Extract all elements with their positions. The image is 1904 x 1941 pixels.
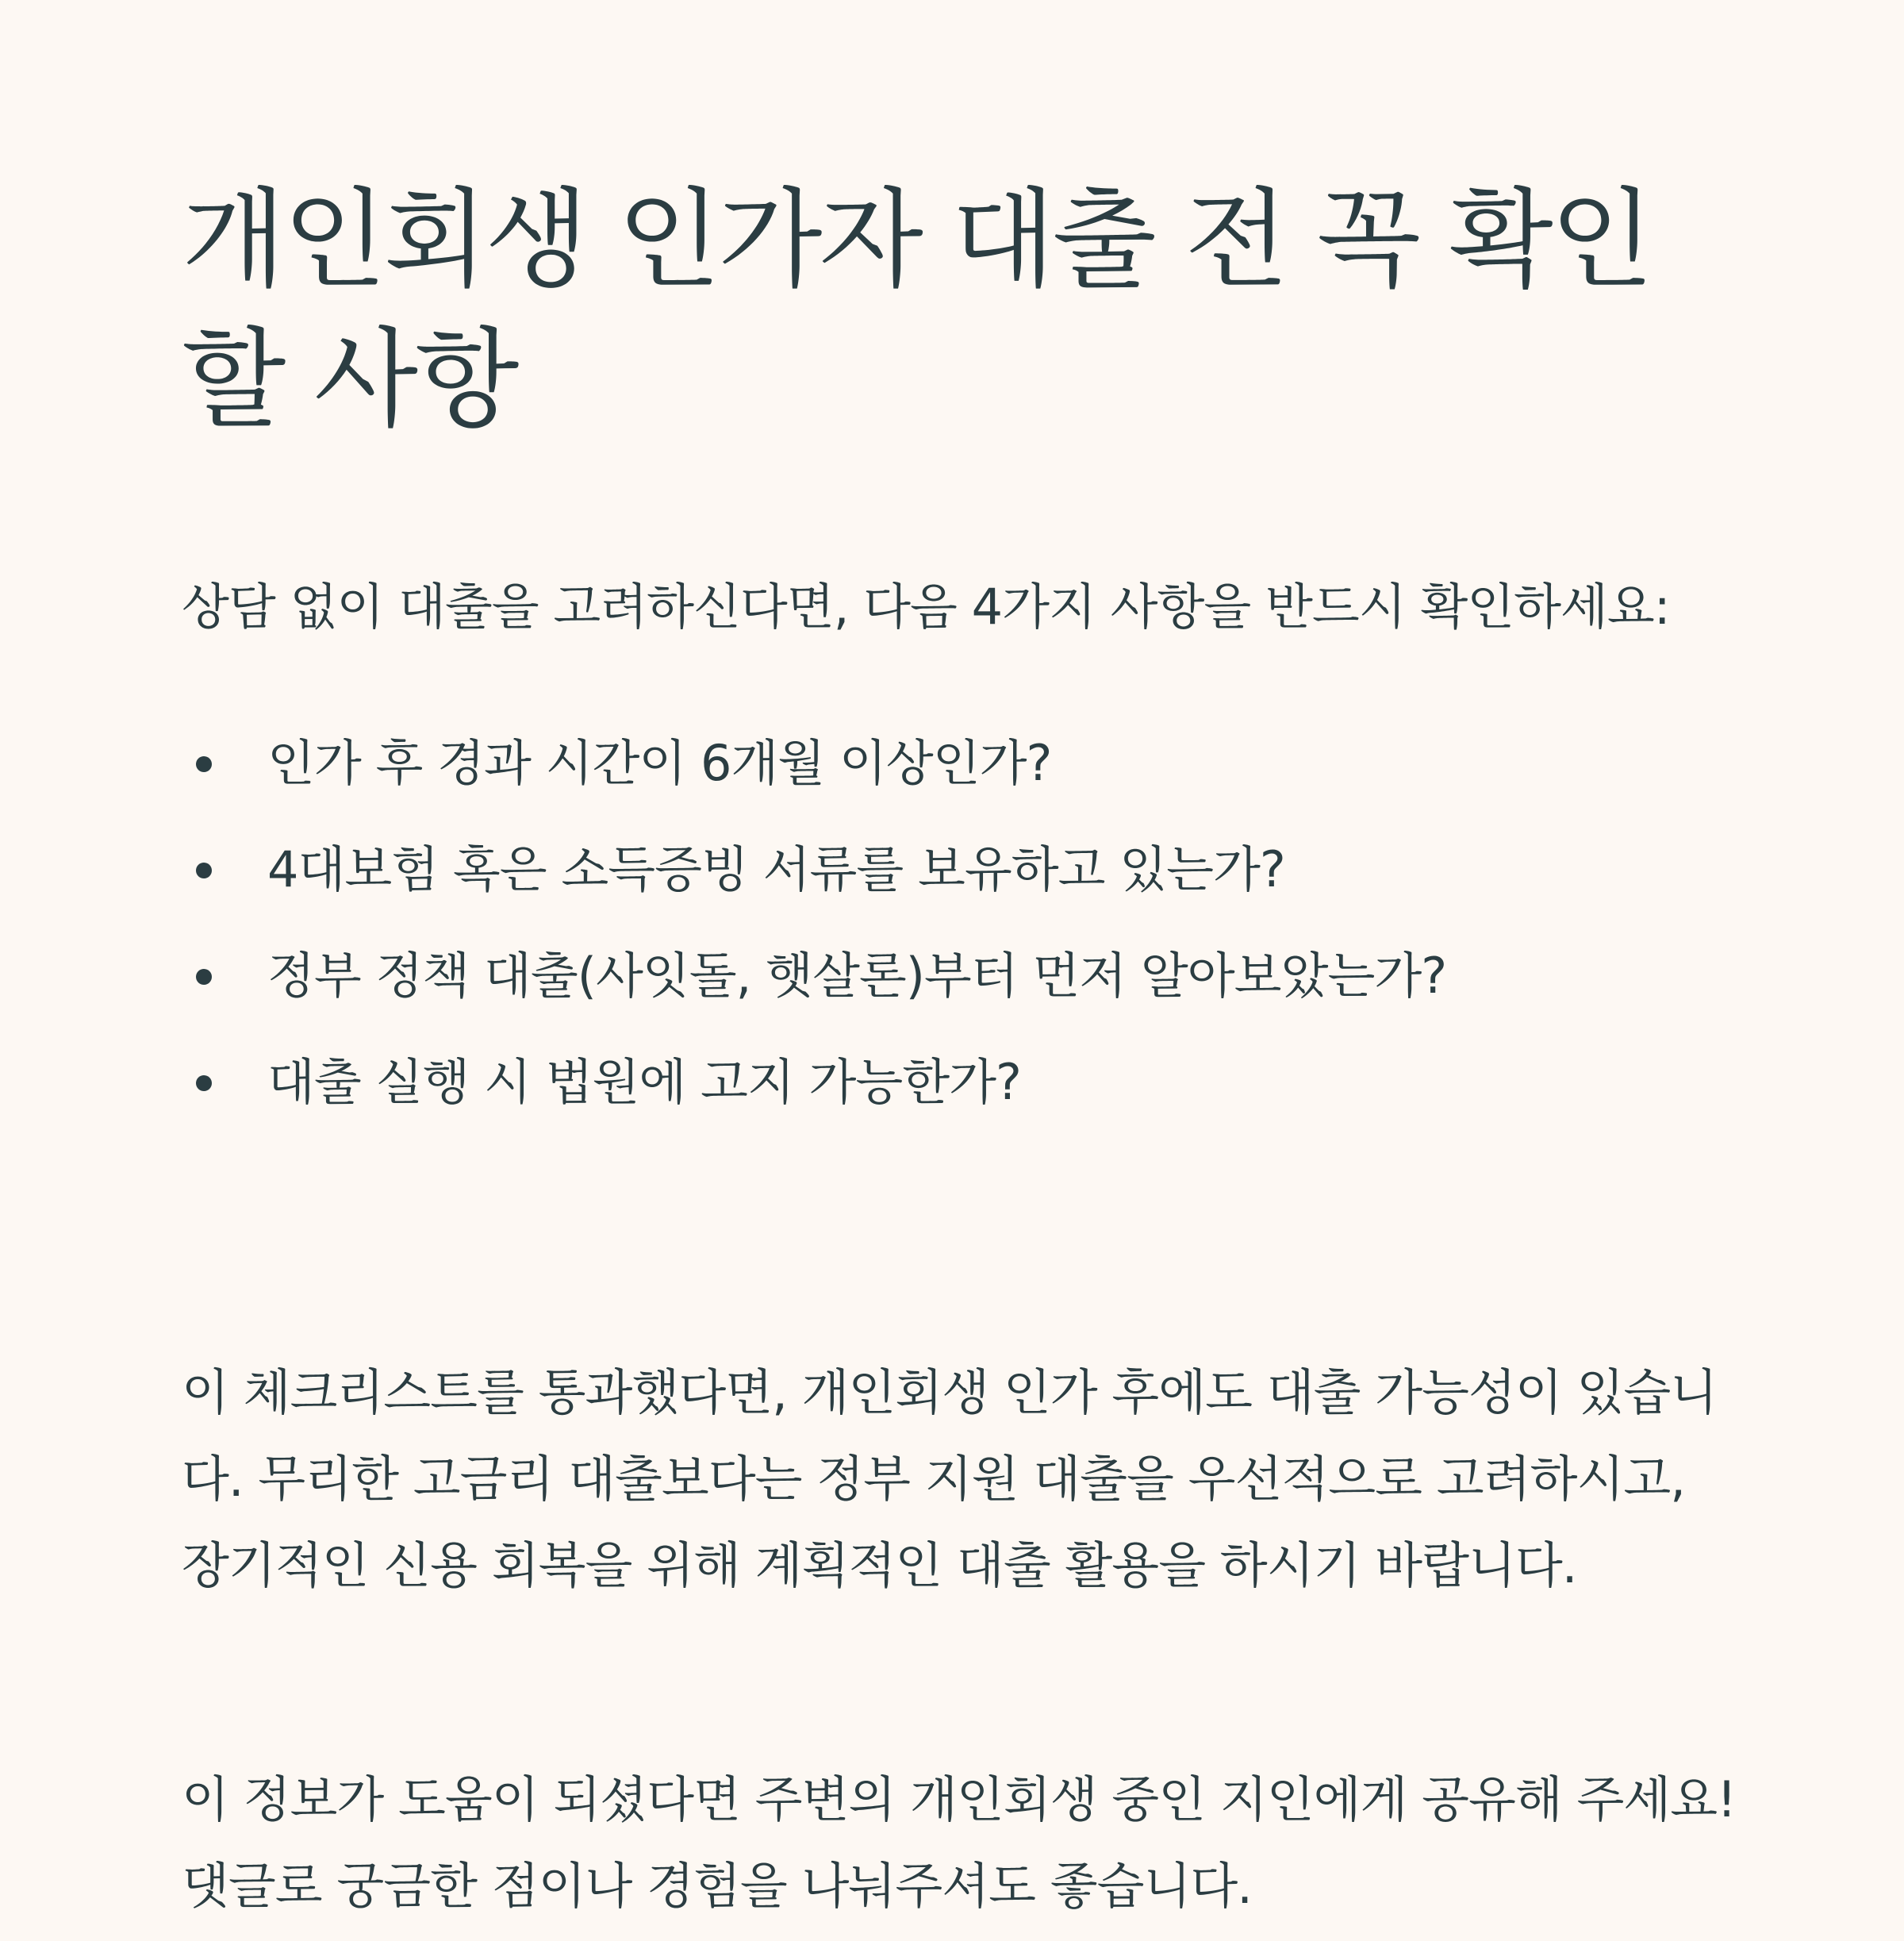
checklist-item-text: 대출 실행 시 법원에 고지 가능한가? xyxy=(267,1053,1021,1111)
bullet-icon xyxy=(196,969,212,985)
checklist-item xyxy=(182,710,1446,817)
page-title: 개인회생 인가자 대출 전 꼭 확인할 사항 xyxy=(182,178,1652,443)
share-paragraph: 이 정보가 도움이 되셨다면 주변의 개인회생 중인 지인에게 공유해 주세요! 댓글로 궁금한 점이나 경험을 나눠주셔도 좋습니다. xyxy=(182,1770,1736,1915)
bullet-icon xyxy=(196,1075,212,1091)
checklist-item xyxy=(182,1029,1446,1136)
bullet-icon xyxy=(196,756,212,772)
checklist-item xyxy=(182,923,1446,1029)
conclusion-paragraph: 이 체크리스트를 통과했다면, 개인회생 인가 후에도 대출 가능성이 있습니다. 무리한 고금리 대출보다는 정부 지원 대출을 우선적으로 고려하시고, 장기적인 신용 회복을 위해 계획적인 대출 활용을 하시기 바랍니다. xyxy=(182,1363,1718,1594)
intro-text: 상담 없이 대출을 고려하신다면, 다음 4가지 사항을 반드시 확인하세요: xyxy=(182,578,1670,636)
checklist-item-text: 정부 정책 대출(사잇돌, 햇살론)부터 먼저 알아보았는가? xyxy=(267,947,1447,1005)
checklist-item xyxy=(182,817,1446,923)
article xyxy=(182,171,1737,1915)
checklist xyxy=(182,710,1446,1136)
checklist-item-text: 인가 후 경과 시간이 6개월 이상인가? xyxy=(267,734,1052,792)
checklist-item-text: 4대보험 혹은 소득증빙 서류를 보유하고 있는가? xyxy=(267,840,1285,898)
bullet-icon xyxy=(196,863,212,878)
